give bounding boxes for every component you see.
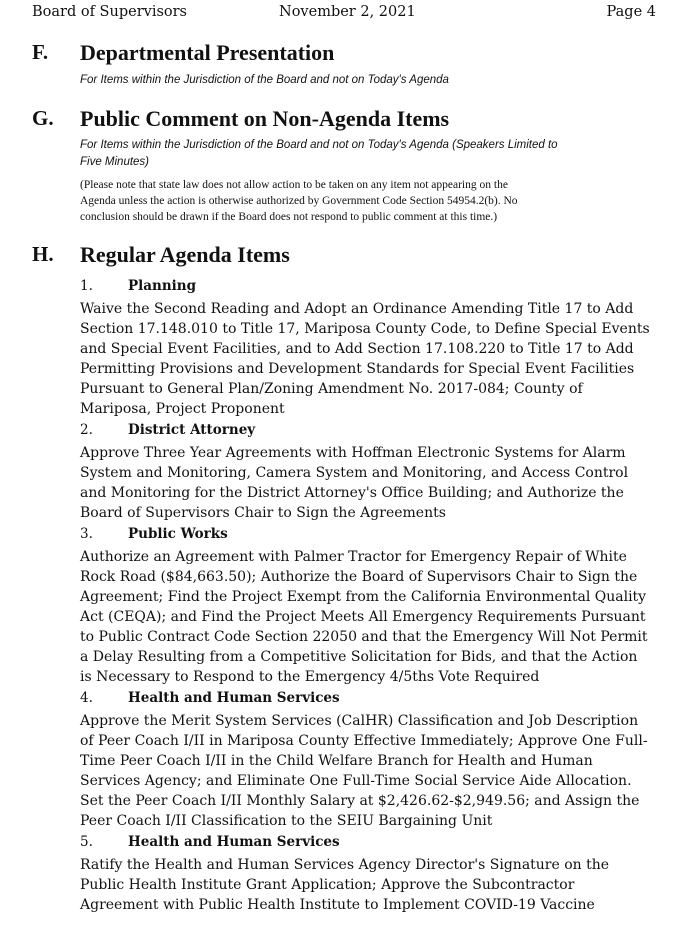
section-h: [32, 242, 656, 272]
agenda-item-header: [80, 524, 658, 545]
section-g: [32, 106, 656, 230]
description-line: Act (CEQA); and Find the Project Meets All Emergency Requirements Pursuant: [80, 609, 646, 625]
agenda-item: [80, 832, 658, 915]
page-header: [32, 4, 656, 24]
section-title: Regular Agenda Items: [80, 242, 290, 267]
agenda-item: [80, 420, 658, 523]
agenda-item-number: 1.: [80, 278, 93, 294]
description-line: a Delay Resulting from a Competitive Solicitation for Bids, and that the Action: [80, 649, 638, 665]
description-line: Rock Road ($84,663.50); Authorize the Board of Supervisors Chair to Sign the: [80, 569, 638, 585]
description-line: of Peer Coach I/II in Mariposa County Effective Immediately; Approve One Full-: [80, 733, 648, 749]
description-line: and Special Event Facilities, and to Add Section 17.108.220 to Title 17 to Add: [80, 341, 634, 357]
agenda-item: [80, 524, 658, 687]
agenda-item-number: 2.: [80, 422, 93, 438]
description-line: Peer Coach I/II Classification to the SEIU Bargaining Unit: [80, 813, 493, 829]
agenda-item-department: Health and Human Services: [128, 834, 340, 850]
agenda-item-header: [80, 420, 658, 441]
agenda-items-list: [80, 276, 658, 916]
agenda-item-description: [80, 443, 658, 523]
agenda-item-description: [80, 855, 658, 915]
agenda-item: [80, 688, 658, 831]
description-line: Public Health Institute Grant Application; Approve the Subcontractor: [80, 877, 575, 893]
description-line: Ratify the Health and Human Services Agency Director's Signature on the: [80, 857, 610, 873]
description-line: Mariposa, Project Proponent: [80, 401, 285, 417]
agenda-item-description: [80, 299, 658, 419]
agenda-item-number: 4.: [80, 690, 93, 706]
description-line: Services Agency; and Eliminate One Full-Time Social Service Aide Allocation.: [80, 773, 632, 789]
description-line: System and Monitoring, Camera System and Monitoring, and Access Control: [80, 465, 629, 481]
description-line: Board of Supervisors Chair to Sign the Agreements: [80, 505, 446, 521]
description-line: to Public Contract Code Section 22050 and that the Emergency Will Not Permit: [80, 629, 648, 645]
description-line: Permitting Provisions and Development Standards for Special Event Facilities: [80, 361, 635, 377]
agenda-item-department: Planning: [128, 278, 197, 294]
section-letter: H.: [32, 242, 54, 266]
section-note: conclusion should be drawn if the Board does not respond to public comment at this time.): [80, 211, 498, 223]
description-line: Authorize an Agreement with Palmer Tractor for Emergency Repair of White: [80, 549, 627, 565]
agenda-item-description: [80, 547, 658, 687]
description-line: Agreement with Public Health Institute to Implement COVID-19 Vaccine: [80, 897, 595, 913]
agenda-item-description: [80, 711, 658, 831]
description-line: Set the Peer Coach I/II Monthly Salary at $2,426.62-$2,949.56; and Assign the: [80, 793, 640, 809]
agenda-item: [80, 276, 658, 419]
agenda-item-number: 5.: [80, 834, 93, 850]
section-letter: F.: [32, 40, 49, 64]
section-title: Public Comment on Non-Agenda Items: [80, 106, 450, 131]
agenda-item-header: [80, 688, 658, 709]
agenda-item-header: [80, 276, 658, 297]
description-line: Section 17.148.010 to Title 17, Mariposa County Code, to Define Special Events: [80, 321, 650, 337]
agenda-item-department: District Attorney: [128, 422, 256, 438]
section-letter: G.: [32, 106, 54, 130]
description-line: Pursuant to General Plan/Zoning Amendment No. 2017-084; County of: [80, 381, 583, 397]
description-line: and Monitoring for the District Attorney's Office Building; and Authorize the: [80, 485, 624, 501]
header-page-number: Page 4: [606, 4, 656, 20]
section-title: Departmental Presentation: [80, 40, 335, 65]
section-subtitle: Five Minutes): [80, 156, 150, 168]
description-line: is Necessary to Respond to the Emergency 4/5ths Vote Required: [80, 669, 540, 685]
agenda-item-header: [80, 832, 658, 853]
description-line: Approve the Merit System Services (CalHR) Classification and Job Description: [80, 713, 639, 729]
section-f: [32, 40, 656, 92]
section-subtitle: For Items within the Jurisdiction of the Board and not on Today's Agenda (Speakers Limited to: [80, 139, 558, 151]
section-subtitle: For Items within the Jurisdiction of the Board and not on Today's Agenda: [80, 74, 449, 86]
section-note: Agenda unless the action is otherwise authorized by Government Code Section 54954.2(b). No: [80, 195, 518, 207]
agenda-item-department: Public Works: [128, 526, 228, 542]
section-note: (Please note that state law does not allow action to be taken on any item not appearing on the: [80, 179, 508, 191]
description-line: Approve Three Year Agreements with Hoffman Electronic Systems for Alarm: [80, 445, 626, 461]
header-date: November 2, 2021: [279, 4, 416, 20]
agenda-item-number: 3.: [80, 526, 93, 542]
description-line: Time Peer Coach I/II in the Child Welfare Branch for Health and Human: [80, 753, 593, 769]
description-line: Agreement; Find the Project Exempt from the California Environmental Quality: [80, 589, 647, 605]
agenda-item-department: Health and Human Services: [128, 690, 340, 706]
description-line: Waive the Second Reading and Adopt an Ordinance Amending Title 17 to Add: [80, 301, 634, 317]
header-organization: Board of Supervisors: [32, 4, 187, 20]
